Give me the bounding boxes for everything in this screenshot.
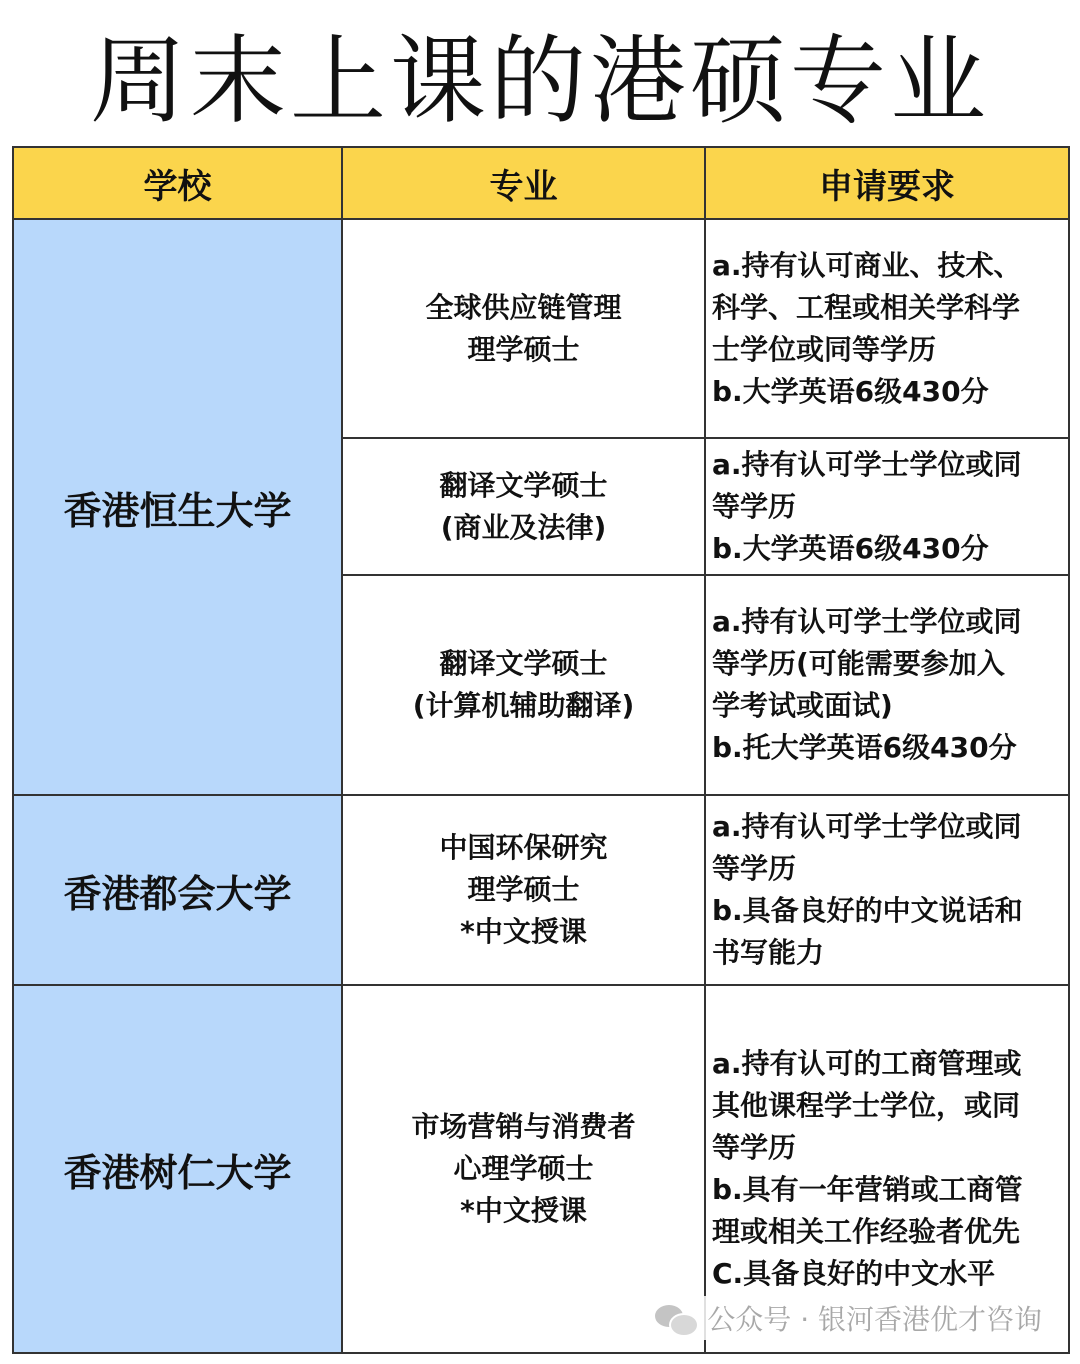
major-line: 翻译文学硕士: [439, 468, 608, 502]
major-cell: [342, 575, 705, 795]
table-row: [13, 219, 1069, 438]
school-cell: 香港恒生大学: [13, 219, 342, 795]
major-line: 理学硕士: [467, 332, 580, 366]
wechat-icon: [655, 1301, 699, 1335]
major-line: (计算机辅助翻译): [412, 689, 635, 722]
major-line: (商业及法律): [440, 510, 607, 544]
header-school: 学校: [13, 147, 342, 219]
major-line: 理学硕士: [467, 873, 580, 906]
requirements-cell: [705, 219, 1069, 438]
requirement-line: a.持有认可的工商管理或: [712, 1047, 1022, 1080]
major-line: 全球供应链管理: [425, 290, 622, 324]
school-cell: 香港树仁大学: [13, 985, 342, 1353]
program-table: [12, 146, 1070, 1354]
major-line: 中国环保研究: [439, 831, 608, 864]
major-line: *中文授课: [460, 1194, 587, 1227]
major-cell: [342, 438, 705, 575]
school-cell: 香港都会大学: [13, 795, 342, 985]
requirement-line: 等学历: [712, 1131, 797, 1164]
requirement-line: C.具备良好的中文水平: [712, 1257, 996, 1290]
major-line: *中文授课: [460, 915, 587, 948]
requirement-line: b.大学英语6级430分: [712, 531, 989, 565]
requirement-line: b.大学英语6级430分: [712, 374, 989, 408]
requirement-line: 等学历: [712, 489, 797, 523]
table-header-row: [13, 147, 1069, 219]
requirement-line: 书写能力: [712, 936, 825, 969]
requirement-line: 士学位或同等学历: [712, 332, 937, 366]
requirement-line: 等学历: [712, 852, 797, 885]
requirement-line: a.持有认可学士学位或同: [712, 447, 1022, 481]
header-requirements: 申请要求: [705, 147, 1069, 219]
requirement-line: 其他课程学士学位，或同: [712, 1089, 1021, 1122]
requirement-line: 学考试或面试): [712, 689, 893, 722]
requirement-line: b.具有一年营销或工商管: [712, 1173, 1023, 1206]
requirements-cell: [705, 795, 1069, 985]
requirement-line: 等学历(可能需要参加入: [712, 647, 1005, 680]
major-line: 翻译文学硕士: [439, 647, 608, 680]
requirement-line: a.持有认可商业、技术、: [712, 248, 1022, 282]
requirement-line: a.持有认可学士学位或同: [712, 605, 1022, 638]
major-line: 心理学硕士: [453, 1152, 594, 1185]
requirement-line: b.具备良好的中文说话和: [712, 894, 1023, 927]
major-cell: [342, 795, 705, 985]
major-cell: [342, 219, 705, 438]
watermark: [649, 1296, 1048, 1340]
requirements-cell: [705, 575, 1069, 795]
table-row: [13, 795, 1069, 985]
header-major: 专业: [342, 147, 705, 219]
requirements-cell: [705, 438, 1069, 575]
requirement-line: 理或相关工作经验者优先: [712, 1215, 1021, 1248]
major-line: 市场营销与消费者: [411, 1110, 636, 1143]
watermark-text: 公众号 · 银河香港优才咨询: [707, 1303, 1042, 1336]
page-title: 周末上课的港硕专业: [90, 24, 990, 137]
requirement-line: b.托大学英语6级430分: [712, 731, 1017, 764]
requirement-line: 科学、工程或相关学科学: [712, 290, 1021, 324]
requirement-line: a.持有认可学士学位或同: [712, 810, 1022, 843]
